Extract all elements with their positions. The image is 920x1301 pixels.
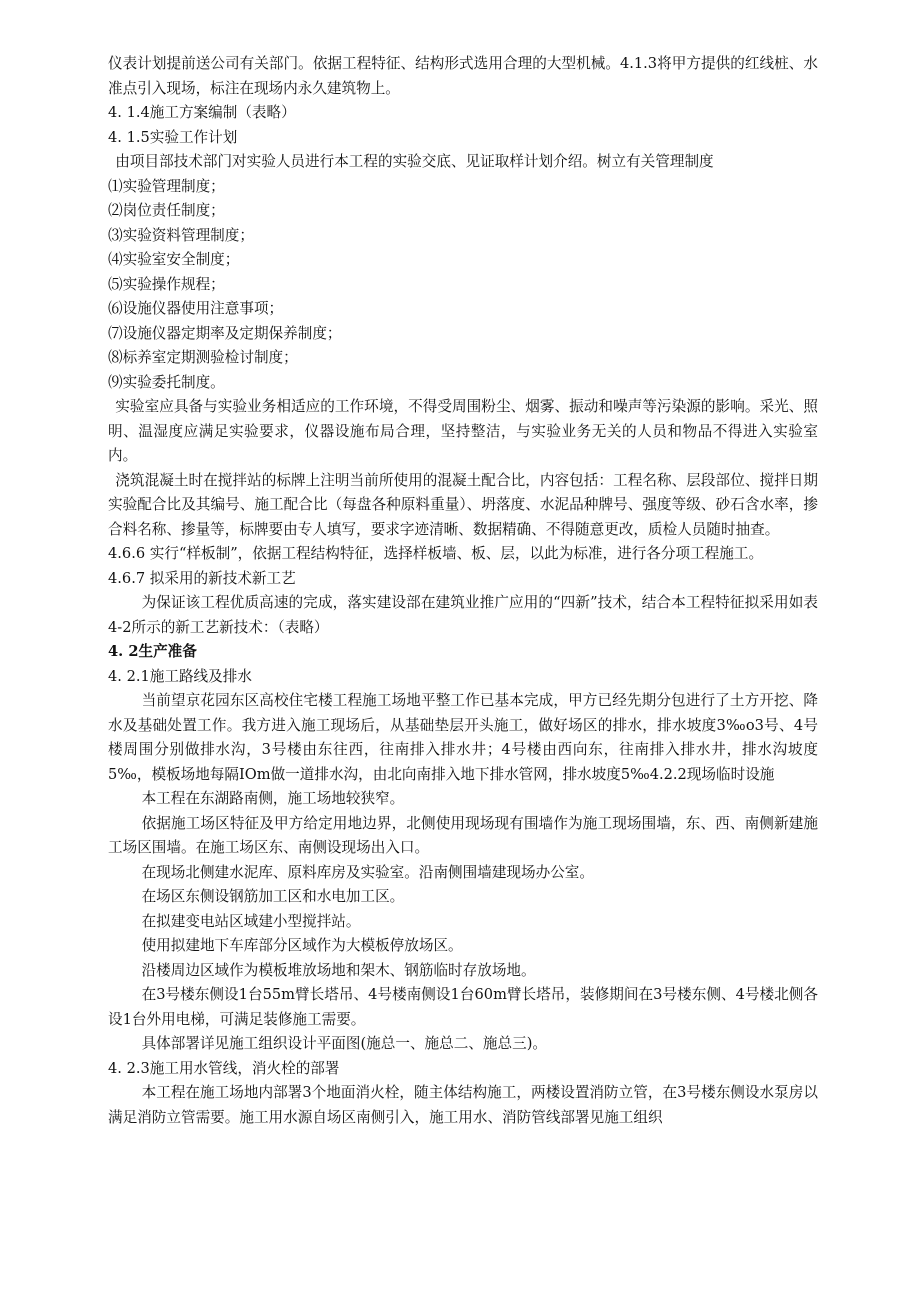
list-item: ⑴实验管理制度； [108,177,225,195]
section-heading: 4.6.7 拟采用的新技术新工艺 [108,569,296,587]
paragraph: 本工程在东湖路南侧，施工场地较狭窄。 [141,790,405,807]
document-page [108,52,818,1130]
section-heading: 4. 1.5实验工作计划 [108,128,238,146]
list-item: ⑼实验委托制度。 [108,373,225,391]
list-item: ⑺设施仪器定期率及定期保养制度； [108,324,342,342]
paragraph: 在场区东侧设钢筋加工区和水电加工区。 [141,888,405,905]
section-heading: 4. 2.3施工用水管线，消火栓的部署 [108,1059,340,1077]
paragraph: 沿楼周边区域作为模板堆放场地和架木、钢筋临时存放场地。 [141,961,536,979]
list-item: ⑻标养室定期测验检讨制度； [108,349,298,366]
paragraph: 在现场北侧建水泥库、原料库房及实验室。沿南侧围墙建现场办公室。 [141,863,594,881]
paragraph: 当前望京花园东区高校住宅楼工程施工场地平整工作已基本完成，甲方已经先期分包进行了土方开挖、降水及基础处置工作。我方进入施工现场后，从基础垫层开头施工，做好场区的排水，排水坡度3‰o3号、4号楼周围分别做排水沟，3号楼由东往西，往南排入排水井；4号楼由西向东，往南排入排水井，排水沟坡度5‰，模板场地每隔IOm做一道排水沟，由北向南排入地下排水管网，排水坡度5‰4.2.2现场临时设施 [108,692,818,783]
list-item: ⑶实验资料管理制度； [108,226,254,244]
list-item: ⑷实验室安全制度； [108,251,240,268]
paragraph: 具体部署详见施工组织设计平面图(施总一、施总二、施总三)。 [141,1035,547,1052]
list-item: ⑵岗位责任制度； [108,202,225,219]
paragraph: 实验室应具备与实验业务相适应的工作环境，不得受周围粉尘、烟雾、振动和噪声等污染源的影响。采光、照明、温湿度应满足实验要求，仪器设施布局合理，坚持整洁，与实验业务无关的人员和物品不得进入实验室内。 [108,398,818,464]
list-item: ⑹设施仪器使用注意事项； [108,300,284,317]
paragraph: 4.6.6 实行“样板制”，依据工程结构特征，选择样板墙、板、层，以此为标准，进行各分项工程施工。 [108,545,764,562]
section-heading: 4. 2.1施工路线及排水 [108,667,252,685]
paragraph: 在3号楼东侧设1台55m臂长塔吊、4号楼南侧设1台60m臂长塔吊，装修期间在3号楼东侧、4号楼北侧各设1台外用电梯，可满足装修施工需要。 [108,986,818,1028]
section-heading: 4. 2生产准备 [108,643,197,660]
section-heading: 4. 1.4施工方案编制（表略） [108,104,296,121]
paragraph: 在拟建变电站区域建小型搅拌站。 [141,912,361,930]
paragraph: 由项目部技术部门对实验人员进行本工程的实验交底、见证取样计划介绍。树立有关管理制度 [115,153,714,170]
list-item: ⑸实验操作规程； [108,275,225,293]
paragraph: 仪表计划提前送公司有关部门。依据工程特征、结构形式选用合理的大型机械。4.1.3将甲方提供的红线桩、水准点引入现场，标注在现场内永久建筑物上。 [108,55,818,97]
paragraph: 使用拟建地下车库部分区域作为大模板停放场区。 [141,937,463,954]
paragraph: 浇筑混凝土时在搅拌站的标牌上注明当前所使用的混凝土配合比，内容包括：工程名称、层段部位、搅拌日期实验配合比及其编号、施工配合比（每盘各种原料重量）、坍落度、水泥品种牌号、强度等级、砂石含水率，掺合料名称、掺量等，标牌要由专人填写，要求字迹清晰、数据精确、不得随意更改，质检人员随时抽查。 [108,471,818,538]
paragraph: 本工程在施工场地内部署3个地面消火栓，随主体结构施工，两楼设置消防立管，在3号楼东侧设水泵房以满足消防立管需要。施工用水源自场区南侧引入，施工用水、消防管线部署见施工组织 [108,1084,818,1126]
paragraph: 为保证该工程优质高速的完成，落实建设部在建筑业推广应用的“四新”技术，结合本工程特征拟采用如表4-2所示的新工艺新技术：（表略） [108,594,818,636]
paragraph: 依据施工场区特征及甲方给定用地边界，北侧使用现场现有围墙作为施工现场围墙，东、西、南侧新建施工场区围墙。在施工场区东、南侧设现场出入口。 [108,814,818,856]
